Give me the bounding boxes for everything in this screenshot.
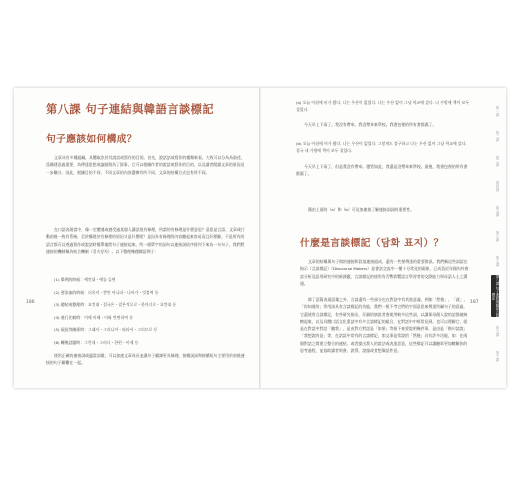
list-item: (1) 舉例的時候：예컨대・예를 들면	[54, 277, 116, 282]
chapter-tab: 第九課	[495, 325, 499, 337]
list-item: (5) 現況等關係時：그래서・그러니까・따라서・그러므로 등	[54, 327, 158, 332]
list-item: (2) 要添加的時候：더욱이・뿐만 아니라・나아가・덧붙여 등	[54, 289, 159, 295]
chapter-tab: 第六課	[495, 230, 499, 242]
chapter-title: 第八課 句子連結與韓語言談標記	[46, 103, 215, 116]
paragraph: 除了語篇表現語彙之外，言談還有一些部分也在對話中有其他意義，例如「然後」、「就」、「你知道的」等用詞具有言談標記的功能，我們一般不考它們的字面意思來傳達所屬句子的意義，它還使用言談標記，有些研究指出，仔細的演說者會使用較多這些詞，以讓保母個人說的話都被統轄起來，以及具體口語文化重話中有多言談標記的組合，在對話中中經常見到。也可以理解它，就是在對話中對話「聽我」，是由對方對話是「如果」等接下來要說明幾件事，是由是「換句話說」「我想說的是」等，在話語中常有的言談標記，如文事是常說的「然後」具有許多功能，如：在兩個對話之間建立整合的連結，或者提出我人的說法或表達思意，這些標記可以讓聽眾更加瞭解你的思考過程，並協助讀者領會、說得、說服或者想像話件意。	[300, 297, 468, 354]
example-text: 今天早上下雨了。我沒有帶傘。我沒帶傘來學校。我書包裡的所有書都濕了。	[304, 122, 437, 127]
connective-examples-list	[54, 274, 244, 349]
example-b-translation	[296, 163, 470, 178]
paragraph: 在口語表現當中，像一定體遇或感受過某個人講話很有條理，所謂的有條理是什麼意思？意思是言語、文章或行動前後一致有系統，至於構建於有條理的原因又是什麼呢？是因為有條理的內容聽起來容易而且好理解。不是所有的語言都可以透過寫作或說話時簡單地將句子連接起來，所一個單字的詞句以連接詞依序排列下來為一句句子，我們將連接的機制稱為結合機制（결속장치）。以下整理幾種韓語例子：	[46, 227, 245, 254]
chapter-tab-active: 第八課 句子連結與韓語言談標記	[491, 275, 499, 317]
example-text: (a) 오늘 아침에 비가 왔다. 나는 우산이 없었다. 나는 우산 없이 그냥 학교에 갔다. 나 가방에 책이 모두 젖었다.	[296, 100, 469, 113]
chapter-tab: 第三課	[495, 155, 499, 167]
example-a-translation	[296, 121, 470, 128]
page-number-left: 186	[26, 300, 35, 305]
book-gutter	[259, 88, 261, 388]
list-item: (3) 總結或整理時：요컨대・결국은・결론적으로・한마디로・요컨대 등	[54, 302, 177, 307]
list-item: (6) 轉換話題時：그런데・그러나・한편・이제 등	[54, 339, 139, 345]
left-body-block-1	[46, 154, 246, 176]
paragraph: 文章的結構與句子間的連接和段落連接組成，還有一些要傳達的重要資訊。我們稱這些詞語在指示（言談標記）（Discourse Makers）是會話交流中一種十分常見的現象，已成爲近年國內外會話分析及語用研究中的新課題，言談標記的使用有否暫影響語言學習者的交際能力和母語人士之溝通。	[300, 259, 469, 286]
left-body-block-3	[46, 352, 246, 367]
chapter-tab: 第七課	[495, 255, 499, 267]
example-text: (b) 오늘 아침에 비가 왔다. 나는 우산이 없었다. 그렇게도 불구하고 나는 우산 없이 그냥 학교에 갔다. 결국 내 가방에 책이 모두 젖었다.	[296, 141, 467, 154]
right-body-block-2	[300, 296, 470, 354]
section-heading-sentence-structure: 句子應該如何構成？	[46, 134, 137, 145]
left-page	[14, 88, 260, 388]
chapter-tab: 第一課	[495, 105, 499, 117]
chapter-tab: 第二課	[495, 130, 499, 142]
right-page	[262, 88, 506, 388]
chapter-tab: 第四課	[495, 180, 499, 192]
chapter-tab: 第五課	[495, 205, 499, 217]
paragraph: 藉由上面的（a）和（b）可見加連接了解連接詞詞的重要性。	[308, 207, 415, 212]
page-number-right: 187	[470, 300, 479, 305]
chapter-tab: 第十課	[495, 350, 499, 362]
list-item: (4) 進行比較時：이에 비해・이와 반면하여 등	[54, 314, 134, 320]
example-note	[300, 206, 470, 213]
example-b-korean	[296, 140, 470, 155]
section-heading-discourse-markers: 什麼是言談標記（담화 표지）？	[300, 238, 444, 249]
chapter-thumb-tabs	[491, 100, 501, 370]
paragraph: 文章具有多種組織，具體取決於其說話或寫作的目的。首先，說話話或寫作的種類來看，大致可以分為為敘述，爲構建意義重要，為傳達思想或論點與為了敘事。它可以根據作者的說話或寫作的目的，以及讀者閱讀文章的原因這一步驟分，因此，根據目的不同，不同文章的內容選擇有所不同，文章的結構方式也有所不同。	[46, 155, 245, 175]
example-a-korean	[296, 99, 470, 114]
example-text: 今天早上下雨了，但是我沒有帶傘。儘管如此，我還是沒帶傘來學校。最後，我書包裡的所有書都濕了。	[296, 164, 468, 177]
left-body-block-2	[46, 226, 246, 255]
paragraph: 使用正確的連接詞或適當詞彙，可以加速文章成長並讓句子翻譯更具條理。接續詞詞和接續短句主要用於前後連接的句子聯繫在一起。	[46, 353, 245, 366]
right-body-block-1	[300, 258, 470, 287]
